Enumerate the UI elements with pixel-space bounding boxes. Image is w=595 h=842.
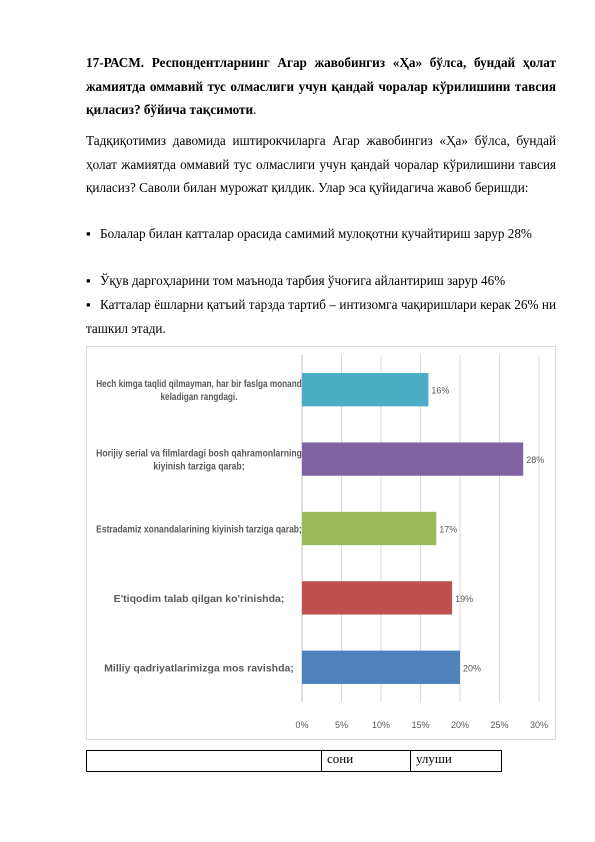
bullet-item	[86, 269, 556, 293]
x-tick-label: 0%	[295, 720, 309, 730]
category-label: Horijiy serial va filmlardagi bosh qahramonlarning kiyinish tarziga qarab;	[96, 447, 302, 473]
x-tick-label: 25%	[490, 720, 509, 730]
square-bullet-icon: ▪	[86, 297, 91, 312]
x-tick-label: 30%	[529, 720, 549, 730]
bar-value-label: 20%	[463, 663, 482, 674]
bar-value-label: 28%	[526, 455, 545, 466]
bullet-item	[86, 293, 556, 340]
bar	[302, 442, 523, 475]
bar	[302, 581, 452, 614]
x-tick-label: 5%	[334, 720, 349, 730]
square-bullet-icon: ▪	[86, 273, 91, 288]
figure-caption-text: 17-РАСМ. Респондентларнинг Агар жавобингиз «Ҳа» бўлса, бундай ҳолат жамиятда оммавий тус олмаслиги учун қандай чоралар кўрилишини тавсия қиласиз? бўйича тақсимоти	[86, 55, 556, 117]
category-label: Estradamiz xonandalarining kiyinish tarziga qarab;	[96, 523, 302, 536]
data-table	[86, 750, 502, 772]
table-header-share: улуши	[411, 751, 502, 772]
bar-value-label: 17%	[439, 524, 458, 535]
bar	[302, 512, 436, 545]
category-label: E'tiqodim talab qilgan ko'rinishda;	[113, 592, 285, 605]
bar-chart	[87, 347, 555, 739]
x-tick-label: 10%	[371, 720, 391, 730]
bullet-item	[86, 222, 556, 246]
table-header-count: сони	[322, 751, 411, 772]
bar-chart-frame	[86, 346, 556, 740]
bullet-text: Ўқув даргоҳларини том маънода тарбия ўчоғига айлантириш зарур 46%	[100, 273, 506, 288]
category-label: Milliy qadriyatlarimizga mos ravishda;	[104, 662, 294, 675]
square-bullet-icon: ▪	[86, 226, 91, 241]
figure-caption	[86, 51, 556, 122]
bar	[302, 651, 460, 684]
intro-paragraph: Тадқиқотимиз давомида иштирокчиларга Агар жавобингиз «Ҳа» бўлса, бундай ҳолат жамиятда оммавий тус олмаслиги учун қандай чоралар кўрилишини тавсия қиласиз? Саволи билан мурожат қилдик. Улар эса қуйидагича жавоб беришди:	[86, 133, 556, 195]
x-tick-label: 15%	[411, 720, 430, 730]
table-header-row	[87, 751, 502, 772]
bullet-text: Болалар билан катталар орасида самимий мулоқотни кучайтириш зарур 28%	[100, 226, 532, 241]
bar	[302, 373, 428, 406]
category-label: Hech kimga taqlid qilmayman, har bir faslga monand keladigan rangdagi.	[96, 377, 302, 403]
bullet-text: Катталар ёшларни қатъий тарзда тартиб – интизомга чақиришлари керак 26% ни ташкил этади.	[86, 297, 556, 336]
x-tick-label: 20%	[450, 720, 470, 730]
bar-value-label: 19%	[455, 593, 474, 604]
figure-caption-period: .	[253, 102, 257, 117]
table-header-cell	[87, 751, 322, 772]
bar-value-label: 16%	[431, 385, 450, 396]
